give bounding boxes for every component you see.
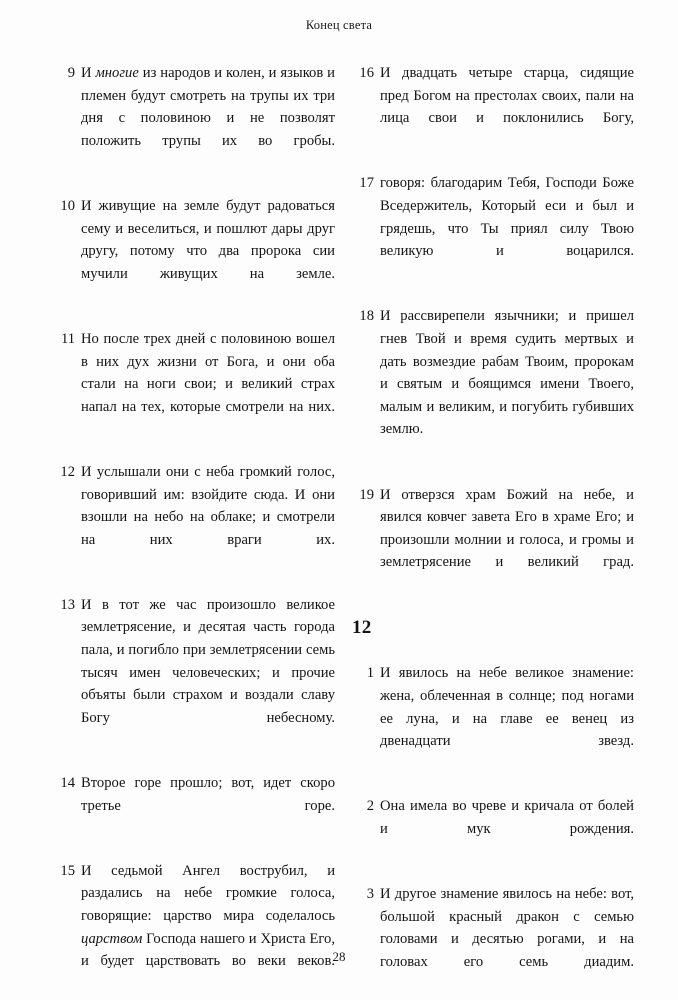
verse-block [53, 860, 335, 996]
verse-number: 13 [60, 596, 75, 613]
verse-number: 10 [60, 197, 75, 214]
verse-text: Но после трех дней с половиною вошел в них дух жизни от Бога, и они оба стали на ноги свои; и великий страх напал на тех, которые смотрели на них. [81, 330, 335, 415]
verse-number: 19 [359, 486, 374, 503]
verse-text: говоря: благодарим Тебя, Господи Боже Вседержитель, Который еси и был и грядешь, что Ты приял силу Твою великую и воцарился. [380, 175, 634, 260]
running-header: Конец света [305, 18, 373, 32]
verse-text: И услышали они с неба громкий голос, говоривший им: взойдите сюда. И они взошли на небо на облаке; и смотрели на них враги их. [81, 463, 335, 548]
verse-number: 15 [60, 862, 75, 879]
verse-text: И рассвирепели язычники; и пришел гнев Твой и время судить мертвых и дать возмездие рабам Твоим, пророкам и святым и боящимся имени Твоего, малым и великим, и погубить губивших землю. [380, 308, 634, 438]
verse-block [352, 883, 634, 996]
verse-block [352, 172, 634, 285]
verse-block [352, 662, 634, 775]
verse-block [53, 62, 335, 175]
verse-text: И другое знамение явилось на небе: вот, большой красный дракон с семью головами и десятью рогами, и на головах его семь диадим. [380, 886, 634, 970]
verse-number: 12 [60, 463, 75, 480]
verse-text: И многие из народов и колен, и языков и племен будут смотреть на трупы их три дня с половиною и не позволят положить трупы их во гробы. [81, 65, 335, 149]
verse-number: 18 [359, 308, 374, 325]
verse-number: 17 [359, 175, 374, 192]
verse-block [53, 772, 335, 840]
verse-block [352, 795, 634, 863]
verse-number: 16 [359, 65, 374, 81]
chapter-heading: 12 [352, 617, 372, 639]
verse-block [352, 305, 634, 463]
verse-block [352, 484, 634, 597]
verse-text: И в тот же час произошло великое землетрясение, и десятая часть города пала, и погибло при землетрясении семь тысяч имен человеческих; и прочие объяты были страхом и воздали славу Богу небесному. [81, 596, 335, 726]
verse-number: 11 [60, 330, 75, 347]
right-column [352, 62, 634, 1000]
verse-block [352, 62, 634, 152]
verse-number: 9 [67, 65, 75, 81]
verse-block [53, 195, 335, 308]
page-number: 28 [332, 949, 346, 964]
verse-block [53, 461, 335, 574]
verse-block [53, 594, 335, 752]
verse-number: 2 [366, 798, 374, 815]
verse-text: И живущие на земле будут радоваться сему и веселиться, и пошлют дары друг другу, потому что два пророка сии мучили живущих на земле. [81, 197, 335, 282]
left-column [53, 62, 335, 1000]
verse-number: 1 [366, 665, 374, 682]
verse-text: Второе горе прошло; вот, идет скоро третье горе. [81, 775, 335, 814]
verse-text: Она имела во чреве и кричала от болей и мук рождения. [380, 798, 634, 838]
verse-block [53, 328, 335, 441]
verse-text: И отверзся храм Божий на небе, и явился ковчег завета Его в храме Его; и произошли молнии и голоса, и громы и землетрясение и великий град. [380, 486, 634, 571]
verse-number: 3 [366, 886, 374, 903]
verse-text: И двадцать четыре старца, сидящие пред Богом на престолах своих, пали на лица свои и поклонились Богу, [380, 65, 634, 127]
verse-text: И явилось на небе великое знамение: жена, облеченная в солнце; под ногами ее луна, и на главе ее венец из двенадцати звезд. [380, 665, 634, 750]
verse-number: 14 [60, 775, 75, 792]
verse-text: И седьмой Ангел вострубил, и раздались на небе громкие голоса, говорящие: царство мира соделалось царством Господа нашего и Христа Его, и будет царствовать во веки веков. [81, 862, 335, 970]
